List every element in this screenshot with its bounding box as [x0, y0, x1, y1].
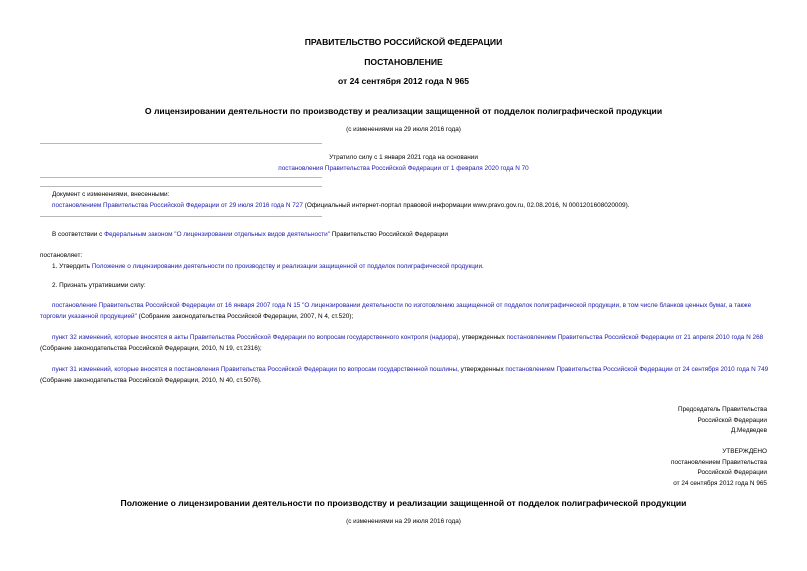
approved-label: УТВЕРЖДЕНО [722, 448, 767, 455]
federal-law-link[interactable]: Федеральным законом "О лицензировании отдельных видов деятельности" [104, 231, 331, 238]
expired-notice: Утратило силу с 1 января 2021 года на основании [329, 154, 478, 161]
changes-source: (Официальный интернет-портал правовой информации www.pravo.gov.ru, 02.08.2016, N 0001201608020009). [302, 202, 630, 209]
expired-decree-link[interactable]: постановления Правительства Российской Федерации от 1 февраля 2020 года N 70 [278, 165, 529, 172]
regulation-link[interactable]: Положение о лицензировании деятельности по производству и реализации защищенной от подделок полиграфической продукции [91, 263, 483, 270]
item-1-prefix: 1. Утвердить [52, 263, 92, 270]
preamble-prefix: В соответствии с [52, 231, 105, 238]
decree-word: постановляет: [40, 252, 83, 259]
divider [40, 177, 322, 178]
repealed-item-32-link[interactable]: пункт 32 изменений, которые вносятся в акты Правительства Российской Федерации по вопросам государственного контроля (надзора) [52, 334, 459, 341]
document-date-number: от 24 сентября 2012 года N 965 [337, 76, 470, 86]
repealed-decree-15-link[interactable]: постановление Правительства Российской Федерации от 16 января 2007 года N 15 "О лицензировании деятельности по изготовлению защищенной от подделок полиграфической продукции, в том числе бланков ценных бумаг, а также торговли указанной продукцией" [40, 302, 752, 320]
item-1-suffix: . [482, 263, 484, 270]
repealed-1-rest: (Собрание законодательства Российской Федерации, 2007, N 4, ст.520); [136, 313, 354, 320]
repealed-3-mid: , утвержденных [457, 366, 506, 373]
approved-country: Российской Федерации [697, 469, 767, 476]
repealed-item-31-link[interactable]: пункт 31 изменений, которые вносятся в постановления Правительства Российской Федерации по вопросам государственной пошлины [52, 366, 458, 373]
divider [40, 143, 322, 144]
repealed-2-mid: , утвержденных [458, 334, 507, 341]
approved-block [671, 447, 767, 489]
document-title: О лицензировании деятельности по производству и реализации защищенной от подделок полиграфической продукции [144, 106, 663, 116]
item-2: 2. Признать утратившими силу: [52, 282, 146, 289]
signature-name: Д.Медведев [730, 427, 767, 434]
signature-position: Председатель Правительства [678, 406, 767, 413]
divider [40, 186, 322, 187]
changes-intro: Документ с изменениями, внесенными: [52, 191, 170, 198]
changes-decree-link[interactable]: постановлением Правительства Российской Федерации от 29 июля 2016 года N 727 [52, 202, 303, 209]
divider [40, 216, 322, 217]
approved-by: постановлением Правительства [671, 458, 767, 466]
approved-date: от 24 сентября 2012 года N 965 [673, 479, 767, 487]
changes-line [52, 200, 630, 211]
amended-note: (с изменениями на 29 июля 2016 года) [346, 126, 461, 133]
government-heading: ПРАВИТЕЛЬСТВО РОССИЙСКОЙ ФЕДЕРАЦИИ [304, 37, 503, 47]
regulation-title: Положение о лицензировании деятельности по производству и реализации защищенной от подделок полиграфической продукции [120, 498, 687, 508]
repealed-paragraph-1 [40, 300, 770, 322]
repealed-paragraph-2 [40, 332, 770, 354]
document-type: ПОСТАНОВЛЕНИЕ [364, 57, 443, 67]
repealed-3-rest: (Собрание законодательства Российской Федерации, 2010, N 40, ст.5076). [40, 377, 262, 384]
signature-country: Российской Федерации [697, 416, 767, 424]
repealed-paragraph-3 [40, 364, 770, 386]
regulation-amended-note: (с изменениями на 29 июля 2016 года) [346, 518, 461, 525]
preamble-suffix: Правительство Российской Федерации [330, 231, 448, 238]
repealed-2-rest: (Собрание законодательства Российской Федерации, 2010, N 19, ст.2316); [40, 345, 262, 352]
decree-749-link[interactable]: постановлением Правительства Российской Федерации от 24 сентября 2010 года N 749 [505, 366, 769, 373]
preamble [52, 229, 448, 240]
signature-block [678, 405, 767, 437]
decree-268-link[interactable]: постановлением Правительства Российской Федерации от 21 апреля 2010 года N 268 [506, 334, 764, 341]
item-1 [52, 261, 484, 272]
